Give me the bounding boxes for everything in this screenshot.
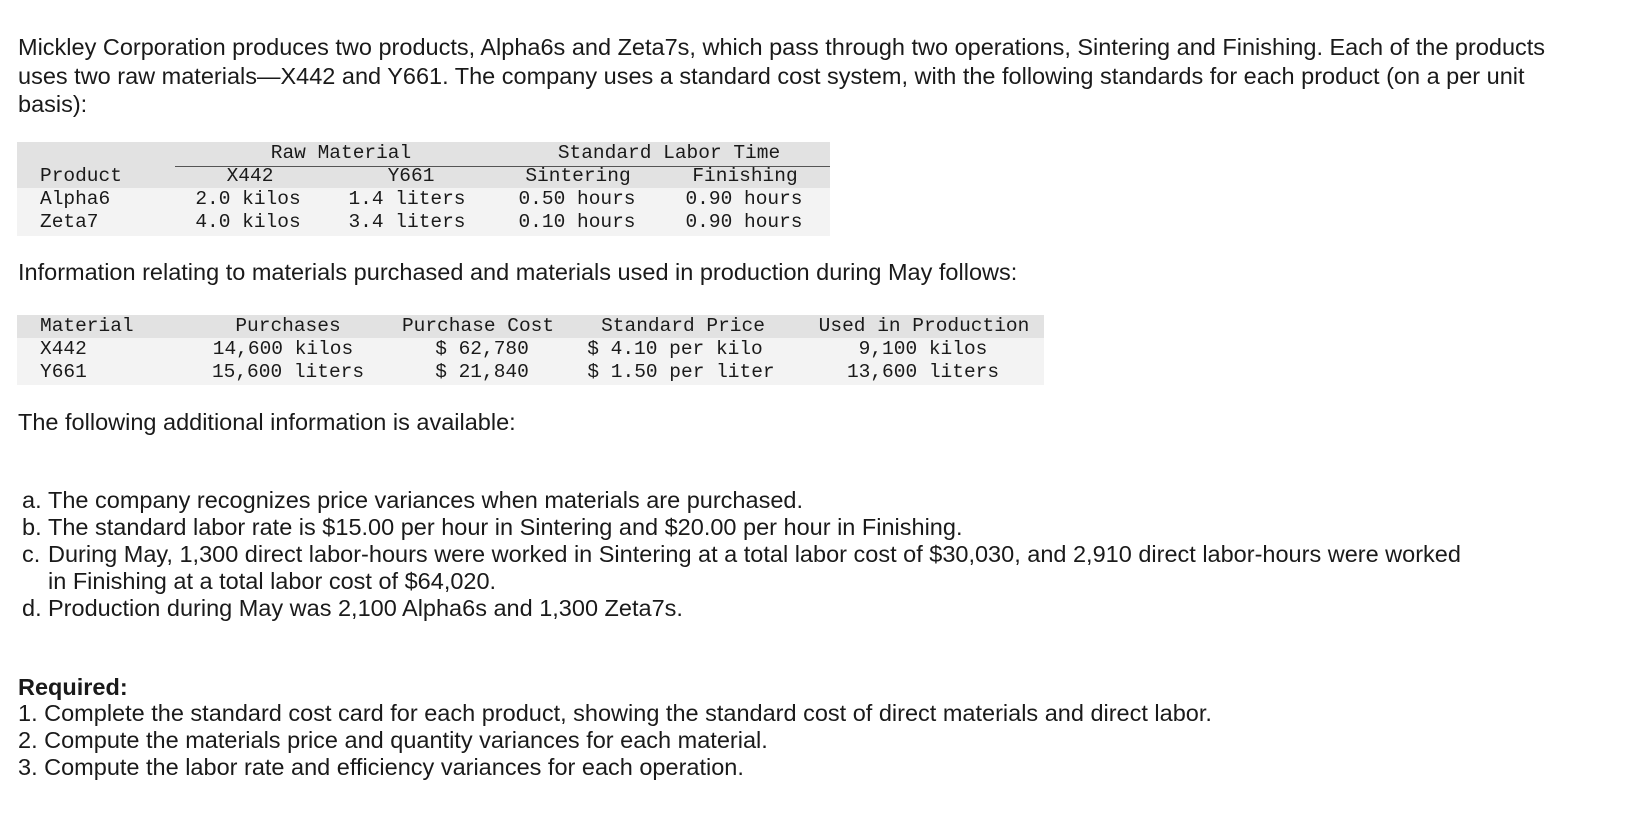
header-product: Product bbox=[40, 165, 122, 187]
row-y661-purchases: 15,600 liters bbox=[211, 361, 365, 383]
group-header-raw-material: Raw Material bbox=[270, 142, 412, 164]
header-standard-price: Standard Price bbox=[601, 315, 765, 337]
header-sintering: Sintering bbox=[525, 165, 631, 187]
row-x442-used: 9,100 kilos bbox=[858, 338, 988, 360]
row-y661-standard-price: $ 1.50 per liter bbox=[587, 361, 775, 383]
row-alpha6-x442: 2.0 kilos bbox=[195, 188, 301, 210]
materials-info-lead: Information relating to materials purchased and materials used in production during May follows: bbox=[18, 259, 1018, 285]
intro-paragraph: Mickley Corporation produces two products, Alpha6s and Zeta7s, which pass through two operations, Sintering and Finishing. Each of the products uses two raw materials—X442 and Y661. The company uses a standard cost system, with the following standards for each product (on a per unit basis): bbox=[18, 34, 1546, 117]
list-marker: d. bbox=[22, 595, 42, 621]
list-marker: c. bbox=[22, 541, 41, 567]
list-marker: b. bbox=[22, 514, 42, 540]
header-material: Material bbox=[40, 315, 134, 337]
row-alpha6-sintering: 0.50 hours bbox=[518, 188, 636, 210]
row-y661-purchase-cost: $ 21,840 bbox=[435, 361, 529, 383]
required-list bbox=[18, 700, 1212, 781]
list-item-c bbox=[22, 541, 1462, 595]
header-y661: Y661 bbox=[387, 165, 435, 187]
list-item-a bbox=[22, 487, 1462, 514]
row-zeta7-finishing: 0.90 hours bbox=[685, 211, 803, 233]
row-zeta7-x442: 4.0 kilos bbox=[195, 211, 301, 233]
required-heading: Required: bbox=[18, 674, 128, 700]
row-zeta7-y661: 3.4 liters bbox=[348, 211, 466, 233]
list-item-b bbox=[22, 514, 1462, 541]
list-item-text: Production during May was 2,100 Alpha6s and 1,300 Zeta7s. bbox=[48, 595, 683, 621]
list-marker: a. bbox=[22, 487, 42, 513]
header-used-in-production: Used in Production bbox=[818, 315, 1030, 337]
row-alpha6-product: Alpha6 bbox=[40, 188, 111, 210]
row-y661-material: Y661 bbox=[40, 361, 87, 383]
additional-info-lead: The following additional information is available: bbox=[18, 409, 516, 435]
list-item-d bbox=[22, 595, 1462, 622]
standards-table bbox=[17, 142, 830, 236]
row-alpha6-y661: 1.4 liters bbox=[348, 188, 466, 210]
group-header-labor-time: Standard Labor Time bbox=[557, 142, 781, 164]
required-item-2: 2. Compute the materials price and quantity variances for each material. bbox=[18, 727, 768, 753]
list-item-text: During May, 1,300 direct labor-hours were worked in Sintering at a total labor cost of $30,030, and 2,910 direct labor-hours were worked in Finishing at a total labor cost of $64,020. bbox=[48, 541, 1461, 594]
additional-info-list bbox=[22, 487, 1462, 622]
row-x442-purchases: 14,600 kilos bbox=[212, 338, 354, 360]
header-finishing: Finishing bbox=[692, 165, 798, 187]
row-zeta7-product: Zeta7 bbox=[40, 211, 99, 233]
header-purchase-cost: Purchase Cost bbox=[401, 315, 555, 337]
required-item-1: 1. Complete the standard cost card for each product, showing the standard cost of direct materials and direct labor. bbox=[18, 700, 1212, 726]
list-item-text: The standard labor rate is $15.00 per hour in Sintering and $20.00 per hour in Finishing. bbox=[48, 514, 963, 540]
row-x442-purchase-cost: $ 62,780 bbox=[435, 338, 529, 360]
materials-table bbox=[17, 315, 1044, 385]
required-item-3: 3. Compute the labor rate and efficiency variances for each operation. bbox=[18, 754, 744, 780]
header-purchases: Purchases bbox=[235, 315, 341, 337]
row-y661-used: 13,600 liters bbox=[846, 361, 1000, 383]
header-x442: X442 bbox=[226, 165, 274, 187]
list-item-text: The company recognizes price variances when materials are purchased. bbox=[48, 487, 803, 513]
row-alpha6-finishing: 0.90 hours bbox=[685, 188, 803, 210]
row-x442-standard-price: $ 4.10 per kilo bbox=[587, 338, 763, 360]
row-zeta7-sintering: 0.10 hours bbox=[518, 211, 636, 233]
row-x442-material: X442 bbox=[40, 338, 87, 360]
